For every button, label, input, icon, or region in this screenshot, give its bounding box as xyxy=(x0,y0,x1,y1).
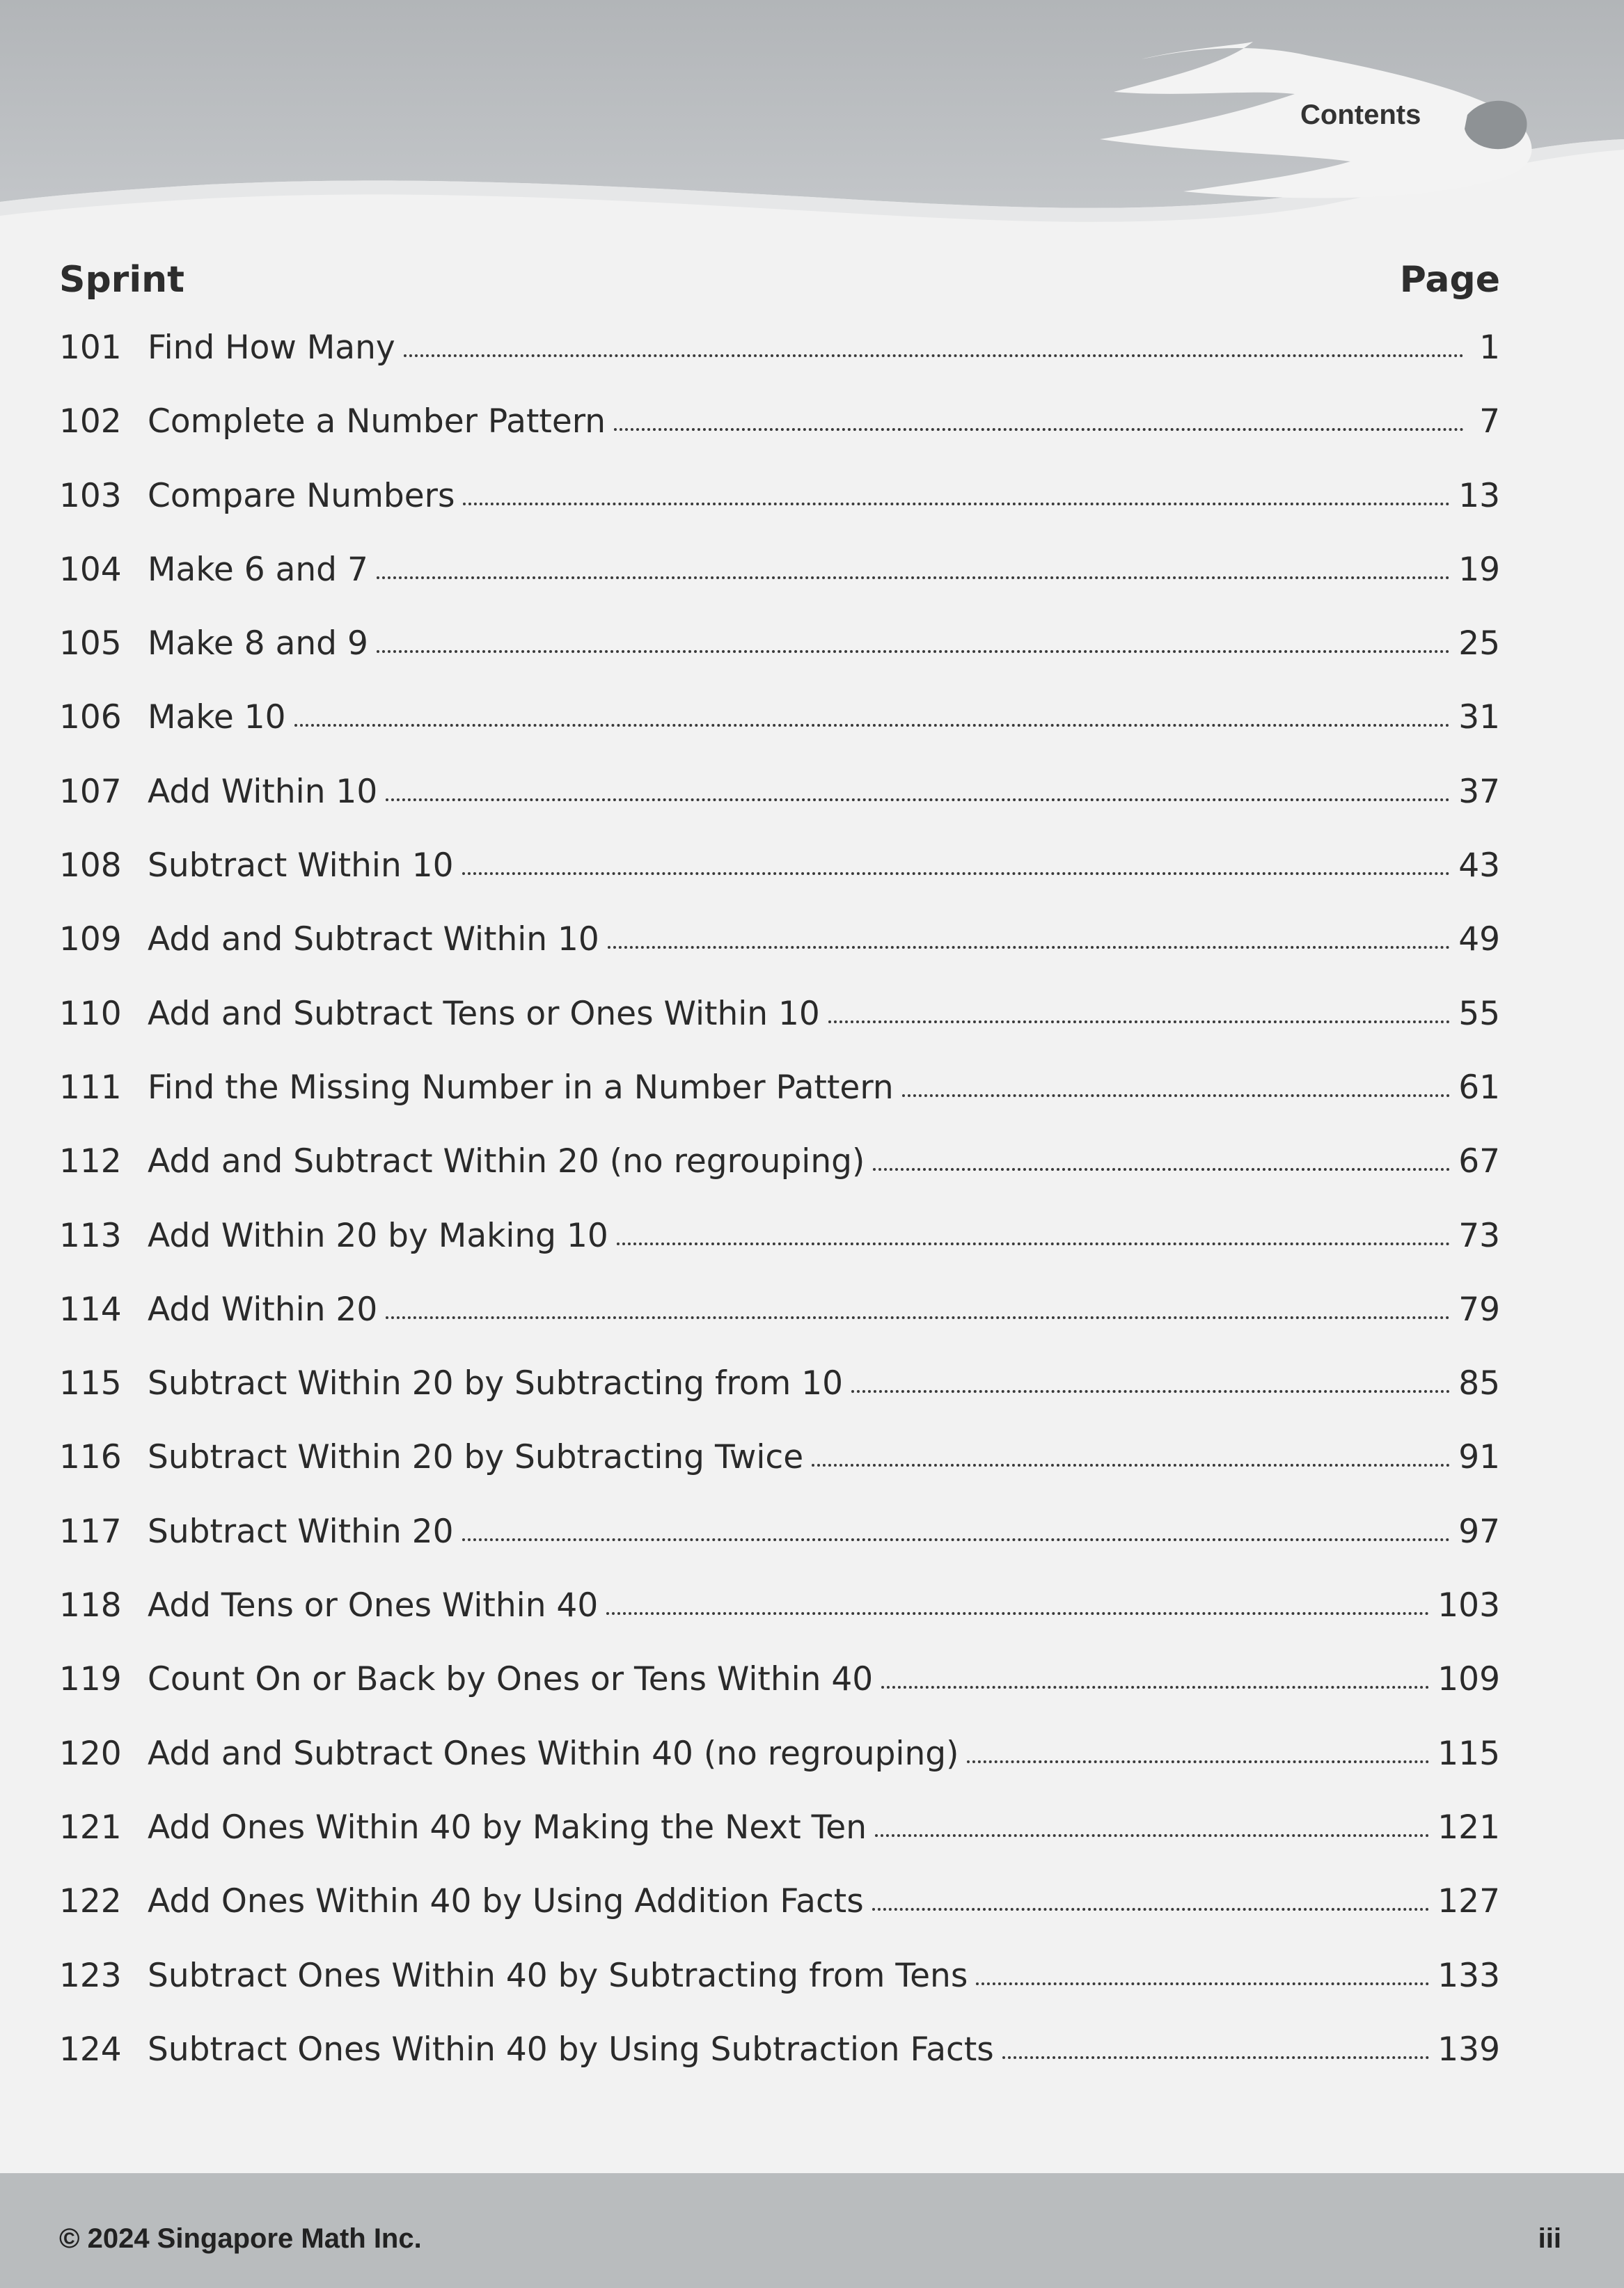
sprint-number: 104 xyxy=(59,550,122,589)
sprint-title: Add and Subtract Ones Within 40 (no regrouping) xyxy=(148,1734,959,1773)
dot-leader xyxy=(617,1242,1450,1245)
sprint-page-number: 97 xyxy=(1458,1512,1500,1551)
sprint-number: 111 xyxy=(59,1068,122,1107)
sprint-title: Subtract Within 20 by Subtracting Twice xyxy=(148,1438,804,1477)
sprint-page-number: 79 xyxy=(1458,1290,1500,1329)
toc-entry xyxy=(59,402,1500,476)
sprint-number: 108 xyxy=(59,846,122,885)
sprint-page-number: 91 xyxy=(1458,1438,1500,1477)
sprint-page-number: 67 xyxy=(1458,1142,1500,1181)
sprint-page-number: 49 xyxy=(1458,920,1500,959)
sprint-number: 119 xyxy=(59,1660,122,1699)
sprint-number: 115 xyxy=(59,1364,122,1403)
sprint-number: 118 xyxy=(59,1586,122,1625)
sprint-number: 105 xyxy=(59,624,122,663)
sprint-title: Find the Missing Number in a Number Pattern xyxy=(148,1068,894,1107)
toc-entry xyxy=(59,1735,1500,1808)
toc-entry xyxy=(59,1068,1500,1142)
sprint-title: Make 6 and 7 xyxy=(148,550,368,589)
sprint-title: Add Within 20 by Making 10 xyxy=(148,1216,608,1255)
sprint-number: 106 xyxy=(59,698,122,737)
sprint-number: 109 xyxy=(59,920,122,959)
dot-leader xyxy=(614,428,1464,431)
sprint-title: Count On or Back by Ones or Tens Within 40 xyxy=(148,1660,874,1699)
dot-leader xyxy=(377,576,1450,579)
sprint-title: Subtract Within 10 xyxy=(148,846,454,885)
dot-leader xyxy=(462,872,1451,875)
sprint-page-number: 31 xyxy=(1458,698,1500,737)
sprint-title: Add Ones Within 40 by Making the Next Ten xyxy=(148,1808,867,1847)
sprint-page-number: 109 xyxy=(1437,1660,1500,1699)
dot-leader xyxy=(386,1316,1450,1319)
sprint-page-number: 1 xyxy=(1479,329,1500,367)
dot-leader xyxy=(462,1538,1451,1541)
toc-entry xyxy=(59,1586,1500,1660)
toc-entry xyxy=(59,477,1500,551)
sprint-number: 112 xyxy=(59,1142,122,1181)
toc-entry xyxy=(59,1660,1500,1734)
dot-leader xyxy=(873,1168,1450,1171)
copyright-text: © 2024 Singapore Math Inc. xyxy=(59,2223,422,2254)
sprint-title: Add and Subtract Tens or Ones Within 10 xyxy=(148,994,820,1033)
toc-entry xyxy=(59,1142,1500,1216)
sprint-page-number: 115 xyxy=(1437,1734,1500,1773)
sprint-page-number: 121 xyxy=(1437,1808,1500,1847)
sprint-number: 102 xyxy=(59,402,122,441)
sprint-column-heading: Sprint xyxy=(59,259,185,301)
page-number: iii xyxy=(1538,2223,1561,2254)
sprint-number: 123 xyxy=(59,1956,122,1995)
dot-leader xyxy=(967,1760,1429,1763)
footer-band xyxy=(0,2173,1624,2288)
dot-leader xyxy=(851,1390,1450,1393)
toc-entry xyxy=(59,1438,1500,1512)
toc-entry xyxy=(59,1364,1500,1438)
sprint-page-number: 37 xyxy=(1458,772,1500,811)
toc-entry xyxy=(59,624,1500,698)
sprint-title: Subtract Within 20 by Subtracting from 10 xyxy=(148,1364,844,1403)
page-header-title: Contents xyxy=(1300,100,1421,130)
sprint-number: 120 xyxy=(59,1734,122,1773)
toc-entry xyxy=(59,1291,1500,1364)
sprint-page-number: 85 xyxy=(1458,1364,1500,1403)
toc-entry xyxy=(59,1217,1500,1291)
sprint-page-number: 13 xyxy=(1458,476,1500,515)
page-column-heading: Page xyxy=(1399,259,1500,301)
toc-entry xyxy=(59,920,1500,994)
dot-leader xyxy=(463,503,1450,505)
dot-leader xyxy=(872,1908,1430,1911)
sprint-number: 113 xyxy=(59,1216,122,1255)
sprint-number: 103 xyxy=(59,476,122,515)
sprint-page-number: 73 xyxy=(1458,1216,1500,1255)
sprint-number: 110 xyxy=(59,994,122,1033)
toc-entry xyxy=(59,1957,1500,2030)
toc-entry xyxy=(59,1882,1500,1956)
dot-leader xyxy=(976,1982,1429,1985)
sprint-page-number: 43 xyxy=(1458,846,1500,885)
sprint-number: 121 xyxy=(59,1808,122,1847)
dot-leader xyxy=(377,650,1450,653)
sprint-title: Add and Subtract Within 20 (no regrouping) xyxy=(148,1142,865,1181)
sprint-page-number: 139 xyxy=(1437,2030,1500,2069)
sprint-number: 116 xyxy=(59,1438,122,1477)
sprint-number: 107 xyxy=(59,772,122,811)
sprint-page-number: 133 xyxy=(1437,1956,1500,1995)
sprint-number: 101 xyxy=(59,329,122,367)
sprint-title: Add Within 20 xyxy=(148,1290,378,1329)
sprint-title: Make 10 xyxy=(148,698,286,737)
sprint-page-number: 55 xyxy=(1458,994,1500,1033)
dot-leader xyxy=(902,1094,1451,1097)
sprint-number: 124 xyxy=(59,2030,122,2069)
dot-leader xyxy=(386,798,1450,801)
toc-entry xyxy=(59,773,1500,846)
sprint-title: Subtract Ones Within 40 by Using Subtraction Facts xyxy=(148,2030,994,2069)
sprint-title: Add Ones Within 40 by Using Addition Facts xyxy=(148,1882,864,1921)
sprint-page-number: 19 xyxy=(1458,550,1500,589)
toc-entry xyxy=(59,1513,1500,1586)
table-of-contents xyxy=(59,329,1500,2104)
sprint-title: Add Tens or Ones Within 40 xyxy=(148,1586,599,1625)
toc-entry xyxy=(59,2030,1500,2104)
sprint-page-number: 25 xyxy=(1458,624,1500,663)
toc-entry xyxy=(59,846,1500,920)
sprint-title: Complete a Number Pattern xyxy=(148,402,606,441)
sprint-title: Add and Subtract Within 10 xyxy=(148,920,599,959)
sprint-number: 117 xyxy=(59,1512,122,1551)
sprint-title: Compare Numbers xyxy=(148,476,455,515)
dot-leader xyxy=(881,1686,1429,1689)
dot-leader xyxy=(606,1612,1429,1615)
sprint-title: Subtract Ones Within 40 by Subtracting from Tens xyxy=(148,1956,968,1995)
dot-leader xyxy=(1002,2056,1430,2059)
dot-leader xyxy=(828,1020,1450,1023)
toc-entry xyxy=(59,1808,1500,1882)
toc-entry xyxy=(59,995,1500,1068)
dot-leader xyxy=(875,1834,1429,1837)
sprint-page-number: 61 xyxy=(1458,1068,1500,1107)
sprint-title: Subtract Within 20 xyxy=(148,1512,454,1551)
toc-entry xyxy=(59,698,1500,772)
sprint-title: Make 8 and 9 xyxy=(148,624,368,663)
sprint-page-number: 103 xyxy=(1437,1586,1500,1625)
dot-leader xyxy=(812,1464,1450,1467)
sprint-number: 114 xyxy=(59,1290,122,1329)
sprint-title: Add Within 10 xyxy=(148,772,378,811)
sprint-number: 122 xyxy=(59,1882,122,1921)
dot-leader xyxy=(404,354,1464,357)
dot-leader xyxy=(294,724,1451,727)
dot-leader xyxy=(608,946,1450,949)
toc-entry xyxy=(59,329,1500,402)
sprint-title: Find How Many xyxy=(148,329,395,367)
sprint-page-number: 127 xyxy=(1437,1882,1500,1921)
sprint-page-number: 7 xyxy=(1479,402,1500,441)
toc-entry xyxy=(59,551,1500,624)
